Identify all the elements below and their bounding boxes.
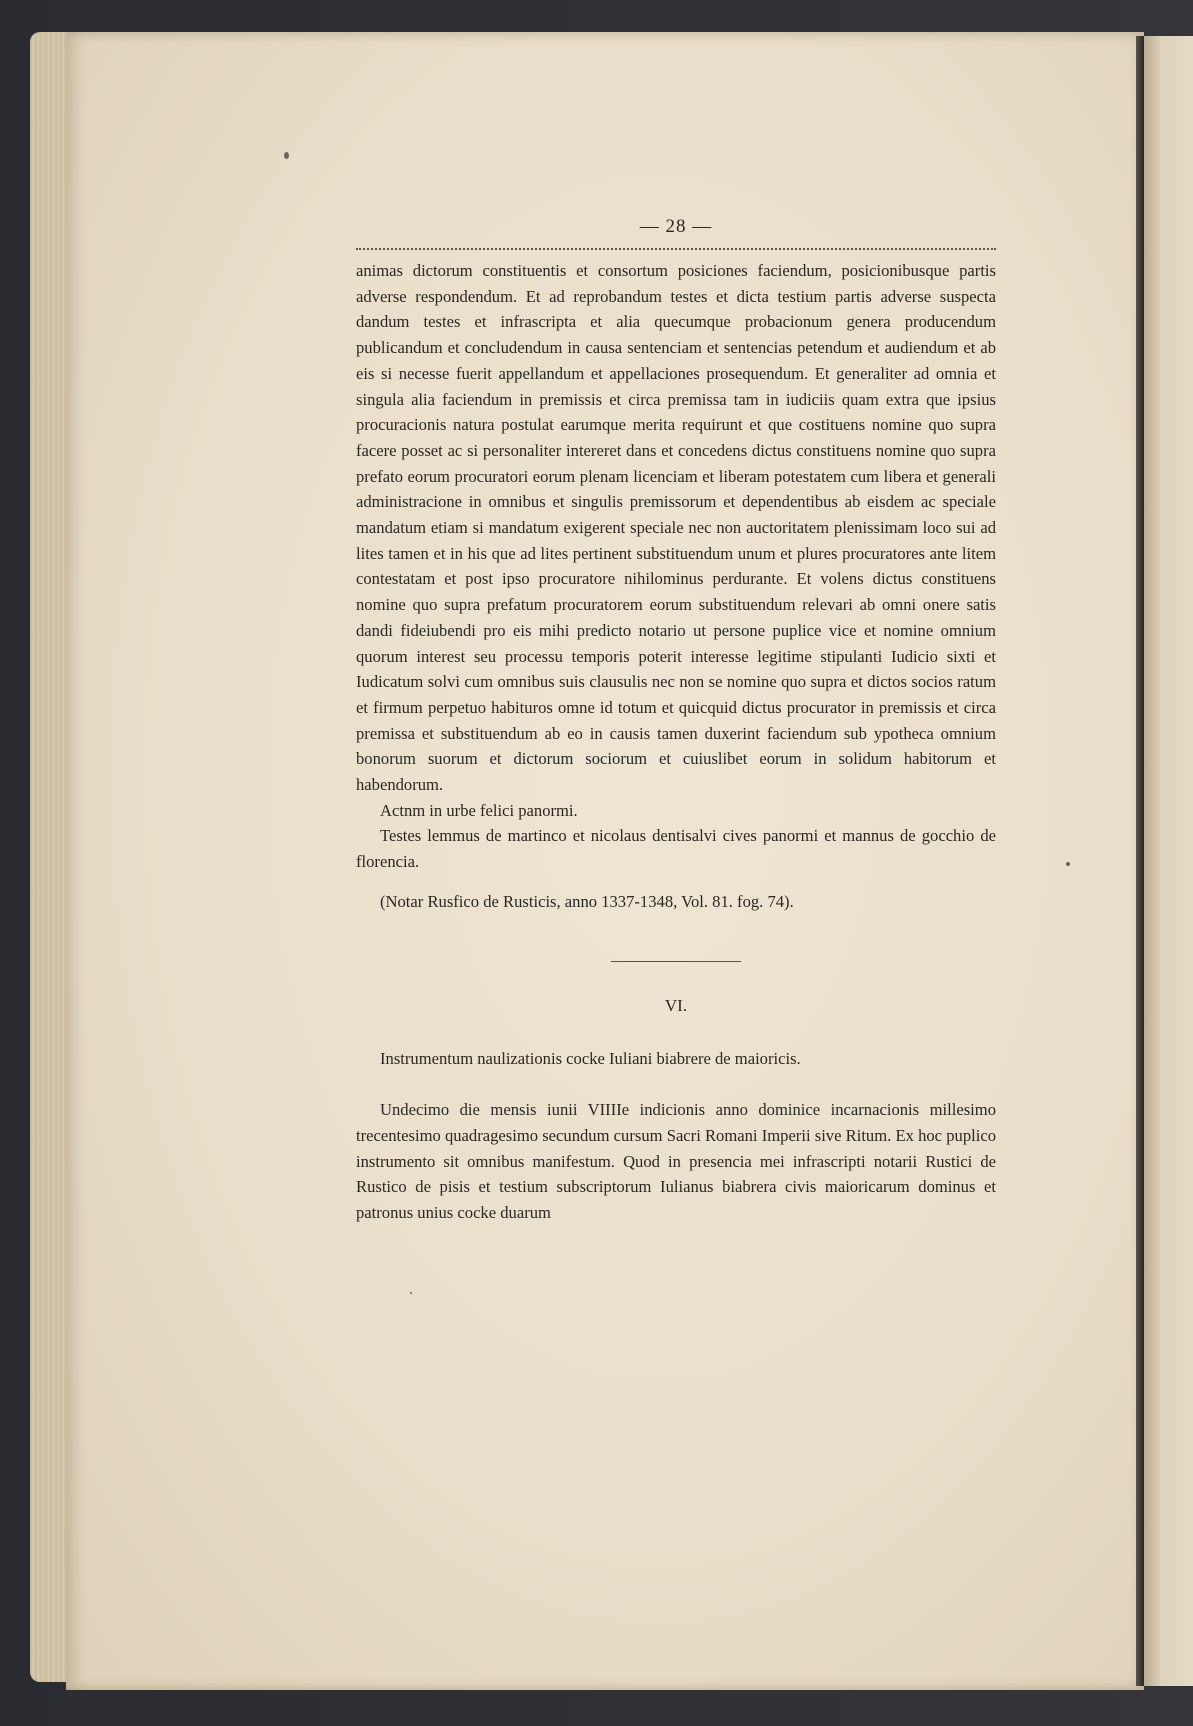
section-paragraph: Undecimo die mensis iunii VIIIIe indicionis anno dominice incarnacionis millesimo trecentesimo quadragesimo secundum cursum Sacri Romani Imperii sive Ritum. Ex hoc puplico instrumento sit omnibus manifestum. Quod in presencia mei infrascripti notarii Rustici de Rustico de pisis et testium subscriptorum Iulianus biabrera civis maioricarum dominus et patronus unius cocke duarum bbox=[356, 1100, 996, 1223]
section-title: Instrumentum naulizationis cocke Iuliani biabrere de maioricis. bbox=[380, 1048, 801, 1068]
source-citation: (Notar Rusfico de Rusticis, anno 1337-1348, Vol. 81. fog. 74). bbox=[380, 891, 794, 911]
paper-speck bbox=[284, 152, 289, 159]
section-divider bbox=[611, 961, 741, 962]
witnesses-paragraph: Testes lemmus de martinco et nicolaus dentisalvi cives panormi et mannus de gocchio de florencia. bbox=[356, 826, 996, 872]
actum-line: Actnm in urbe felici panormi. bbox=[380, 800, 578, 820]
section-number: VI. bbox=[664, 995, 688, 1015]
page-text bbox=[356, 216, 996, 1226]
paper-speck bbox=[1066, 862, 1070, 866]
facing-page-edge bbox=[1144, 36, 1193, 1686]
body-paragraph: animas dictorum constituentis et consortum posiciones faciendum, posicionibusque partis adverse respondendum. Et ad reprobandum testes et dicta testium partis adverse suspecta dandum testes et infrascripta et alia quecumque probacionum genera producendum publicandum et concludendum in causa sentenciam et sentencias petendum et audiendum et ab eis si necesse fuerit appellandum et appellaciones prosequendum. Et generaliter ad omnia et singula alia faciendum in premissis et circa premissa tam in iudiciis quam extra que ipsius procuracionis natura postulat earumque merita requirunt et que costituens nomine quo supra facere posset ac si personaliter intereret dans et concedens dictus constituens nomine quo supra prefato eorum procuratori eorum plenam licenciam et liberam potestatem cum libera et generali administracione in omnibus et singulis premissorum et dependentibus ab eisdem ac speciale mandatum etiam si mandatum exigerent speciale nec non auctoritatem plenissimam loco sui ad lites tamen et in his que ad lites pertinent substituendum unum et plures procuratores ante litem contestatam et post ipso procuratore nihilominus perdurante. Et volens dictus constituens nomine quo supra prefatum procuratorem eorum substituendum relevari ab omni onere satis dandi fideiubendi pro eis mihi predicto notario ut persone puplice vice et nomine omnium quorum interest seu processu temporis poterit interesse legitime stipulanti Iudicio sixti et Iudicatum solvi cum omnibus suis clausulis nec non se nomine quo supra et dictos socios ratum et firmum perpetuo habituros omne id totum et quicquid dictus procurator in premissis et circa premissa et substituendum ab eo in causis tamen duxerint faciendum sub ypotheca omnium bonorum suorum et dictorum sociorum et cuiuslibet eorum in solidum habitorum et habendorum. bbox=[356, 261, 996, 795]
page-number: — 28 — bbox=[639, 216, 713, 237]
paper-speck bbox=[410, 1292, 412, 1294]
header-dotted-rule bbox=[356, 248, 996, 250]
